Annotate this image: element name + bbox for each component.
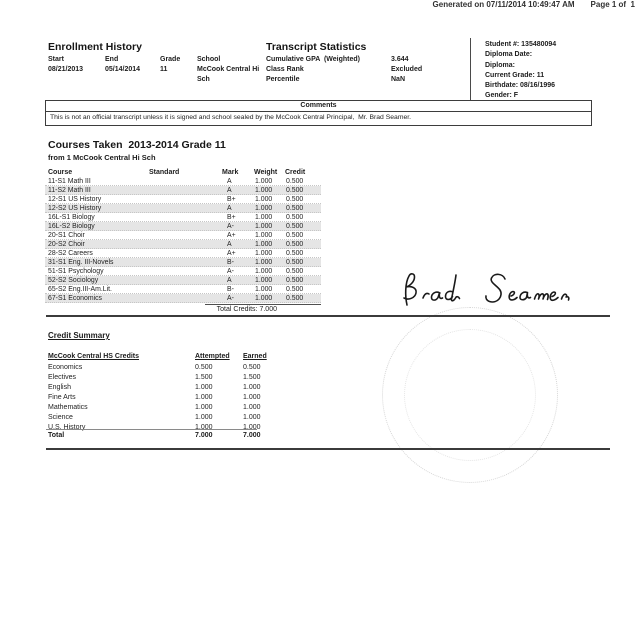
course-credit: 0.500 (286, 285, 304, 293)
credit-earned: 1.500 (243, 374, 261, 381)
enrollment-school: McCook Central Hi Sch (197, 66, 260, 83)
credit-summary-row (48, 363, 293, 373)
courses-header-standard: Standard (149, 168, 180, 176)
enrollment-end-date: 05/14/2014 (105, 66, 141, 73)
transcript-statistics-section (266, 41, 466, 85)
student-info-line: Diploma: (485, 61, 515, 69)
enrollment-start-date: 08/21/2013 (48, 66, 84, 73)
credit-summary-table (48, 352, 293, 433)
course-credit: 0.500 (286, 276, 304, 284)
course-name: 28-S2 Careers (48, 249, 93, 257)
course-row (45, 285, 321, 294)
enrollment-data-row (48, 65, 263, 85)
credit-attempted: 1.000 (195, 424, 213, 431)
course-mark: B- (227, 285, 234, 293)
credit-subject: U.S. History (48, 424, 86, 431)
credit-total-earned: 7.000 (243, 431, 261, 439)
credit-summary-title: Credit Summary (48, 331, 110, 340)
course-row (45, 231, 321, 240)
courses-taken-subtitle: from 1 McCook Central Hi Sch (48, 153, 156, 162)
course-name: 16L-S2 Biology (48, 222, 95, 230)
course-credit: 0.500 (286, 231, 304, 239)
courses-table (45, 167, 321, 303)
course-name: 12-S2 US History (48, 204, 102, 212)
course-weight: 1.000 (255, 249, 273, 257)
credit-summary-header-earned: Earned (243, 353, 267, 360)
credit-earned: 1.000 (243, 414, 261, 421)
credit-subject: Economics (48, 364, 83, 371)
course-credit: 0.500 (286, 204, 304, 212)
course-weight: 1.000 (255, 231, 273, 239)
comments-body: This is not an official transcript unless it is signed and school sealed by the McCook Central Principal, Mr. Brad Seamer. (50, 114, 412, 121)
credit-earned: 1.000 (243, 404, 261, 411)
course-name: 52-S2 Sociology (48, 276, 99, 284)
enrollment-header-row (48, 55, 263, 65)
course-name: 11-S2 Math III (48, 186, 91, 194)
course-credit: 0.500 (286, 222, 304, 230)
enrollment-history-section (48, 41, 263, 85)
enrollment-history-title: Enrollment History (48, 41, 142, 53)
course-name: 31-S1 Eng. III-Novels (48, 258, 114, 266)
class-rank-value: Excluded (391, 66, 423, 73)
course-credit: 0.500 (286, 186, 304, 194)
course-weight: 1.000 (255, 186, 273, 194)
enrollment-header-end: End (105, 56, 119, 63)
course-weight: 1.000 (255, 276, 273, 284)
course-mark: A+ (227, 249, 236, 257)
credit-attempted: 0.500 (195, 364, 213, 371)
student-info-line: Student #: 135480094 (485, 41, 557, 48)
stat-row-class-rank (266, 65, 466, 75)
course-weight: 1.000 (255, 204, 273, 212)
course-name: 20-S2 Choir (48, 240, 85, 248)
generated-line (0, 0, 635, 9)
gpa-label: Cumulative GPA (Weighted) (266, 56, 360, 63)
credit-attempted: 1.000 (195, 404, 213, 411)
course-weight: 1.000 (255, 240, 273, 248)
student-info-line: Gender: F (485, 92, 519, 100)
course-weight: 1.000 (255, 267, 273, 275)
percentile-value: NaN (391, 76, 406, 83)
course-credit: 0.500 (286, 195, 304, 203)
course-mark: A (227, 276, 232, 284)
credit-earned: 1.000 (243, 394, 261, 401)
course-mark: A- (227, 267, 234, 275)
course-mark: B+ (227, 195, 236, 203)
horizontal-rule-top (46, 315, 610, 317)
percentile-label: Percentile (266, 76, 300, 83)
course-mark: B- (227, 258, 234, 266)
class-rank-label: Class Rank (266, 66, 304, 73)
credit-attempted: 1.500 (195, 374, 213, 381)
course-row (45, 249, 321, 258)
course-credit: 0.500 (286, 267, 304, 275)
course-credit: 0.500 (286, 177, 304, 185)
credit-total-label: Total (48, 431, 65, 439)
course-row (45, 294, 321, 303)
credit-subject: English (48, 384, 71, 391)
course-credit: 0.500 (286, 240, 304, 248)
credit-summary-body (48, 363, 293, 433)
course-weight: 1.000 (255, 195, 273, 203)
courses-header-mark: Mark (222, 168, 239, 176)
generated-timestamp: Generated on 07/11/2014 10:49:47 AM (432, 0, 575, 9)
course-row (45, 177, 321, 186)
credit-summary-header-subject: McCook Central HS Credits (48, 353, 140, 360)
horizontal-rule-bottom (46, 448, 610, 450)
courses-header-weight: Weight (254, 168, 278, 176)
course-mark: A (227, 186, 232, 194)
course-credit: 0.500 (286, 213, 304, 221)
total-credits-value: 7.000 (259, 305, 277, 313)
credit-summary-row (48, 373, 293, 383)
course-row (45, 276, 321, 285)
course-credit: 0.500 (286, 249, 304, 257)
course-row (45, 267, 321, 276)
enrollment-header-grade: Grade (160, 56, 181, 63)
transcript-statistics-title: Transcript Statistics (266, 41, 367, 53)
credit-attempted: 1.000 (195, 384, 213, 391)
credit-summary-row (48, 383, 293, 393)
course-name: 20-S1 Choir (48, 231, 85, 239)
embossed-seal-inner (404, 329, 536, 461)
course-credit: 0.500 (286, 258, 304, 266)
credit-subject: Mathematics (48, 404, 88, 411)
student-info-line: Current Grade: 11 (485, 71, 545, 79)
course-name: 51-S1 Psychology (48, 267, 104, 275)
course-mark: A- (227, 294, 234, 302)
course-credit: 0.500 (286, 294, 304, 302)
course-mark: A (227, 240, 232, 248)
course-weight: 1.000 (255, 213, 273, 221)
course-row (45, 186, 321, 195)
enrollment-header-school: School (197, 56, 221, 63)
course-weight: 1.000 (255, 285, 273, 293)
credit-subject: Fine Arts (48, 394, 76, 401)
credit-summary-header-row (48, 352, 293, 362)
course-mark: A (227, 204, 232, 212)
student-info-line: Birthdate: 08/16/1996 (485, 82, 556, 90)
courses-header-credit: Credit (285, 168, 306, 176)
enrollment-grade: 11 (160, 66, 168, 73)
courses-taken-title: Courses Taken 2013-2014 Grade 11 (48, 139, 226, 151)
stat-row-percentile (266, 75, 466, 85)
course-mark: B+ (227, 213, 236, 221)
course-weight: 1.000 (255, 294, 273, 302)
comments-box (45, 100, 592, 126)
student-info-line: Diploma Date: (485, 51, 533, 59)
credit-attempted: 1.000 (195, 394, 213, 401)
credit-earned: 1.000 (243, 384, 261, 391)
credit-summary-total-row (48, 431, 293, 441)
course-mark: A+ (227, 231, 236, 239)
credit-subject: Electives (48, 374, 77, 381)
credit-summary-row (48, 393, 293, 403)
credit-summary-row (48, 403, 293, 413)
enrollment-header-start: Start (48, 56, 64, 63)
courses-header-row (45, 167, 321, 177)
course-row (45, 240, 321, 249)
total-credits (45, 306, 277, 313)
course-name: 11-S1 Math III (48, 177, 91, 185)
credit-summary-row (48, 413, 293, 423)
comments-title: Comments (46, 101, 591, 112)
credit-attempted: 1.000 (195, 414, 213, 421)
courses-table-body (45, 177, 321, 303)
course-row (45, 204, 321, 213)
course-row (45, 222, 321, 231)
credit-earned: 0.500 (243, 364, 261, 371)
course-mark: A- (227, 222, 234, 230)
page-number: Page 1 of 1 (590, 0, 635, 9)
course-row (45, 258, 321, 267)
principal-signature (393, 268, 571, 314)
course-weight: 1.000 (255, 222, 273, 230)
course-name: 16L-S1 Biology (48, 213, 95, 221)
credit-subject: Science (48, 414, 73, 421)
student-info-divider (470, 38, 471, 100)
course-weight: 1.000 (255, 177, 273, 185)
course-name: 67-S1 Economics (48, 294, 103, 302)
courses-header-course: Course (48, 168, 73, 176)
credit-earned: 1.000 (243, 424, 261, 431)
course-mark: A (227, 177, 232, 185)
credit-total-attempted: 7.000 (195, 431, 213, 439)
course-row (45, 213, 321, 222)
course-weight: 1.000 (255, 258, 273, 266)
course-name: 12-S1 US History (48, 195, 102, 203)
credit-summary-header-attempted: Attempted (195, 353, 230, 360)
course-name: 65-S2 Eng.III-Am.Lit. (48, 285, 112, 293)
gpa-value: 3.644 (391, 56, 409, 63)
course-row (45, 195, 321, 204)
student-info-block (485, 40, 635, 102)
total-credits-label: Total Credits: (216, 305, 258, 313)
stat-row-gpa (266, 55, 466, 65)
